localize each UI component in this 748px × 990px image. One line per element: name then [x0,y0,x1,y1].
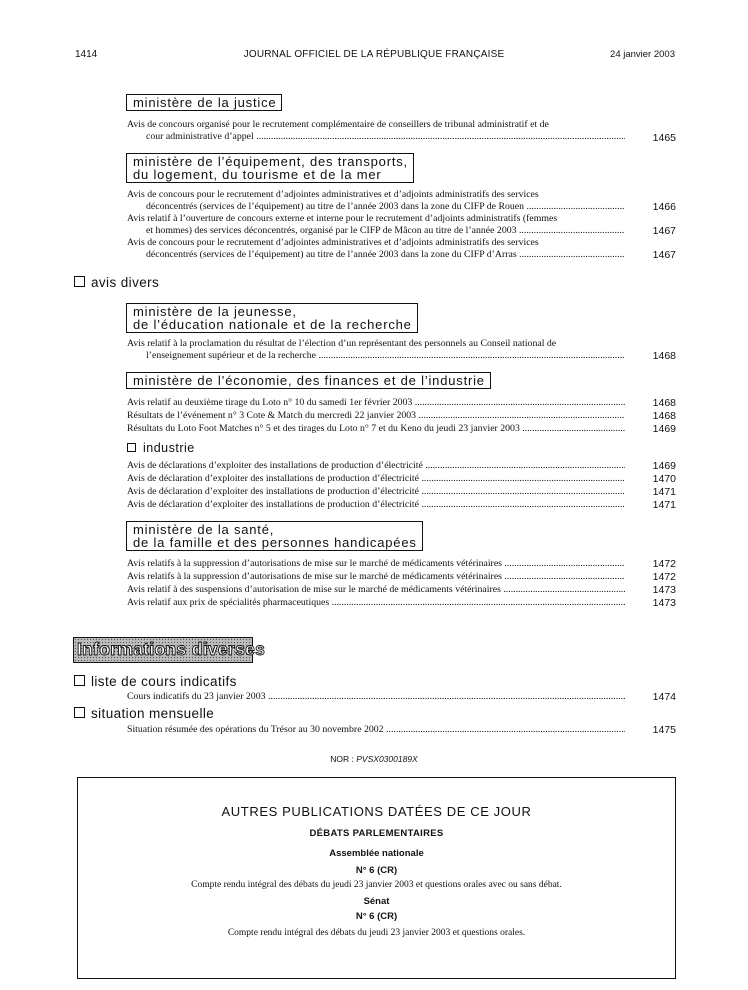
toc-page-number: 1473 [652,584,676,596]
toc-entry[interactable] [127,119,625,143]
ministry-heading-justice [126,94,282,111]
toc-entry[interactable] [127,338,625,362]
toc-entry[interactable]: Cours indicatifs du 23 janvier 2003 ..... [127,691,625,703]
ministry-heading-line: du logement, du tourisme et de la mer [133,167,382,182]
journal-title: JOURNAL OFFICIEL DE LA RÉPUBLIQUE FRANÇAISE [243,49,505,60]
ministry-heading-line: ministère de la santé, [133,522,275,537]
category-avis-divers [74,275,159,290]
toc-entry-line2: et hommes) des services déconcentrés, organisé par le CIFP de Mâcon au titre de l’année 2003 ..... [127,225,625,237]
checkbox-icon [74,675,85,686]
category-situation-mensuelle [74,706,214,721]
nor-code: PVSX0300189X [356,754,418,764]
toc-page-number: 1472 [652,558,676,570]
toc-entry-line2: cour administrative d’appel ..... [127,131,625,143]
toc-page-number: 1469 [652,460,676,472]
toc-entry-line1: Avis de concours pour le recrutement d’adjointes administratives et d’adjoints administratifs des services [127,237,539,248]
banner-label: Informations diverses [77,639,266,659]
page-number: 1414 [75,49,98,60]
toc-page-number: 1472 [652,571,676,583]
toc-entry[interactable]: Avis relatifs à la suppression d’autorisations de mise sur le marché de médicaments vétérinaires ..... [127,558,625,570]
toc-page-number: 1471 [652,486,676,498]
checkbox-icon [127,443,136,452]
toc-page-number: 1475 [652,724,676,736]
category-label: avis divers [91,275,160,290]
category-label: situation mensuelle [91,706,215,721]
toc-page-number: 1468 [652,350,676,362]
assemblee-number: N° 6 (CR) [355,865,398,876]
toc-page-number: 1470 [652,473,676,485]
category-cours-indicatifs [74,674,237,689]
assemblee-name: Assemblée nationale [329,848,424,859]
toc-entry-line2: déconcentrés (services de l’équipement) au titre de l’année 2003 dans la zone du CIFP d’Arras ..... [127,249,625,261]
toc-entry[interactable]: Avis relatif au deuxième tirage du Loto n° 10 du samedi 1er février 2003 ..... [127,397,625,409]
toc-page-number: 1467 [652,225,676,237]
ministry-heading-line: de l’éducation nationale et de la recherche [133,317,412,332]
subcategory-industrie [127,441,195,455]
toc-entry-line1: Avis de concours organisé pour le recrutement complémentaire de conseillers de tribunal administratif et de [127,119,549,130]
ministry-heading-equipement [126,153,414,183]
toc-page-number: 1473 [652,597,676,609]
ministry-heading-line: de la famille et des personnes handicapées [133,535,417,550]
senat-description: Compte rendu intégral des débats du jeudi 23 janvier 2003 et questions orales. [227,928,526,938]
toc-entry[interactable]: Avis de déclaration d’exploiter des installations de production d’électricité ..... [127,473,625,485]
toc-entry-line2: déconcentrés (services de l’équipement) au titre de l’année 2003 dans la zone du CIFP de Rouen ..... [127,201,625,213]
toc-entry[interactable]: Résultats de l’événement n° 3 Cote & Match du mercredi 22 janvier 2003 ..... [127,410,625,422]
toc-page-number: 1466 [652,201,676,213]
ministry-heading-line: ministère de la justice [133,95,277,110]
toc-page-number: 1468 [652,397,676,409]
senat-name: Sénat [363,896,390,907]
toc-entry[interactable]: Avis relatif à des suspensions d’autorisation de mise sur le marché de médicaments vétérinaires ..... [127,584,625,596]
ministry-heading-line: ministère de l’équipement, des transports, [133,154,408,169]
nor-label: NOR : [330,754,354,764]
toc-page-number: 1471 [652,499,676,511]
ministry-heading-economie [126,372,491,389]
toc-page-number: 1465 [652,132,676,144]
toc-entry[interactable] [127,213,625,237]
toc-entry[interactable]: Situation résumée des opérations du Trésor au 30 novembre 2002 ..... [127,724,625,736]
publications-title: AUTRES PUBLICATIONS DATÉES DE CE JOUR [221,804,532,819]
toc-entry[interactable] [127,237,625,261]
toc-page-number: 1467 [652,249,676,261]
toc-entry-line1: Avis de concours pour le recrutement d’adjointes administratives et d’adjoints administratifs des services [127,189,539,200]
toc-entry-line1: Avis relatif à l’ouverture de concours externe et interne pour le recrutement d’adjoints administratifs (femmes [127,213,558,224]
toc-entry-line1: Avis relatif à la proclamation du résultat de l’élection d’un représentant des personnels au Conseil national de [127,338,557,349]
checkbox-icon [74,276,85,287]
assemblee-description: Compte rendu intégral des débats du jeudi 23 janvier 2003 et questions orales avec ou sans débat. [191,880,562,890]
nor-reference [0,754,748,764]
toc-page-number: 1474 [652,691,676,703]
category-label: liste de cours indicatifs [91,674,237,689]
informations-diverses-banner [73,637,266,663]
toc-entry-line2: l’enseignement supérieur et de la recherche ..... [127,350,625,362]
toc-entry[interactable]: Avis relatifs à la suppression d’autorisations de mise sur le marché de médicaments vétérinaires ..... [127,571,625,583]
toc-page-number: 1469 [652,423,676,435]
toc-page-number: 1468 [652,410,676,422]
issue-date: 24 janvier 2003 [610,49,675,60]
other-publications-box [77,777,676,979]
ministry-heading-line: ministère de la jeunesse, [133,304,297,319]
ministry-heading-sante [126,521,423,551]
senat-number: N° 6 (CR) [355,911,398,922]
toc-entry[interactable]: Résultats du Loto Foot Matches n° 5 et des tirages du Loto n° 7 et du Keno du jeudi 23 janvier 2003 ..... [127,423,625,435]
publications-subtitle: DÉBATS PARLEMENTAIRES [309,828,444,839]
toc-entry[interactable]: Avis relatif aux prix de spécialités pharmaceutiques ..... [127,597,625,609]
toc-entry[interactable]: Avis de déclarations d’exploiter des installations de production d’électricité ..... [127,460,625,472]
ministry-heading-line: ministère de l’économie, des finances et de l’industrie [133,373,485,388]
toc-entry[interactable]: Avis de déclaration d’exploiter des installations de production d’électricité ..... [127,486,625,498]
toc-entry[interactable]: Avis de déclaration d’exploiter des installations de production d’électricité ..... [127,499,625,511]
subcategory-label: industrie [143,441,195,455]
checkbox-icon [74,707,85,718]
toc-entry[interactable] [127,189,625,213]
ministry-heading-jeunesse [126,303,418,333]
